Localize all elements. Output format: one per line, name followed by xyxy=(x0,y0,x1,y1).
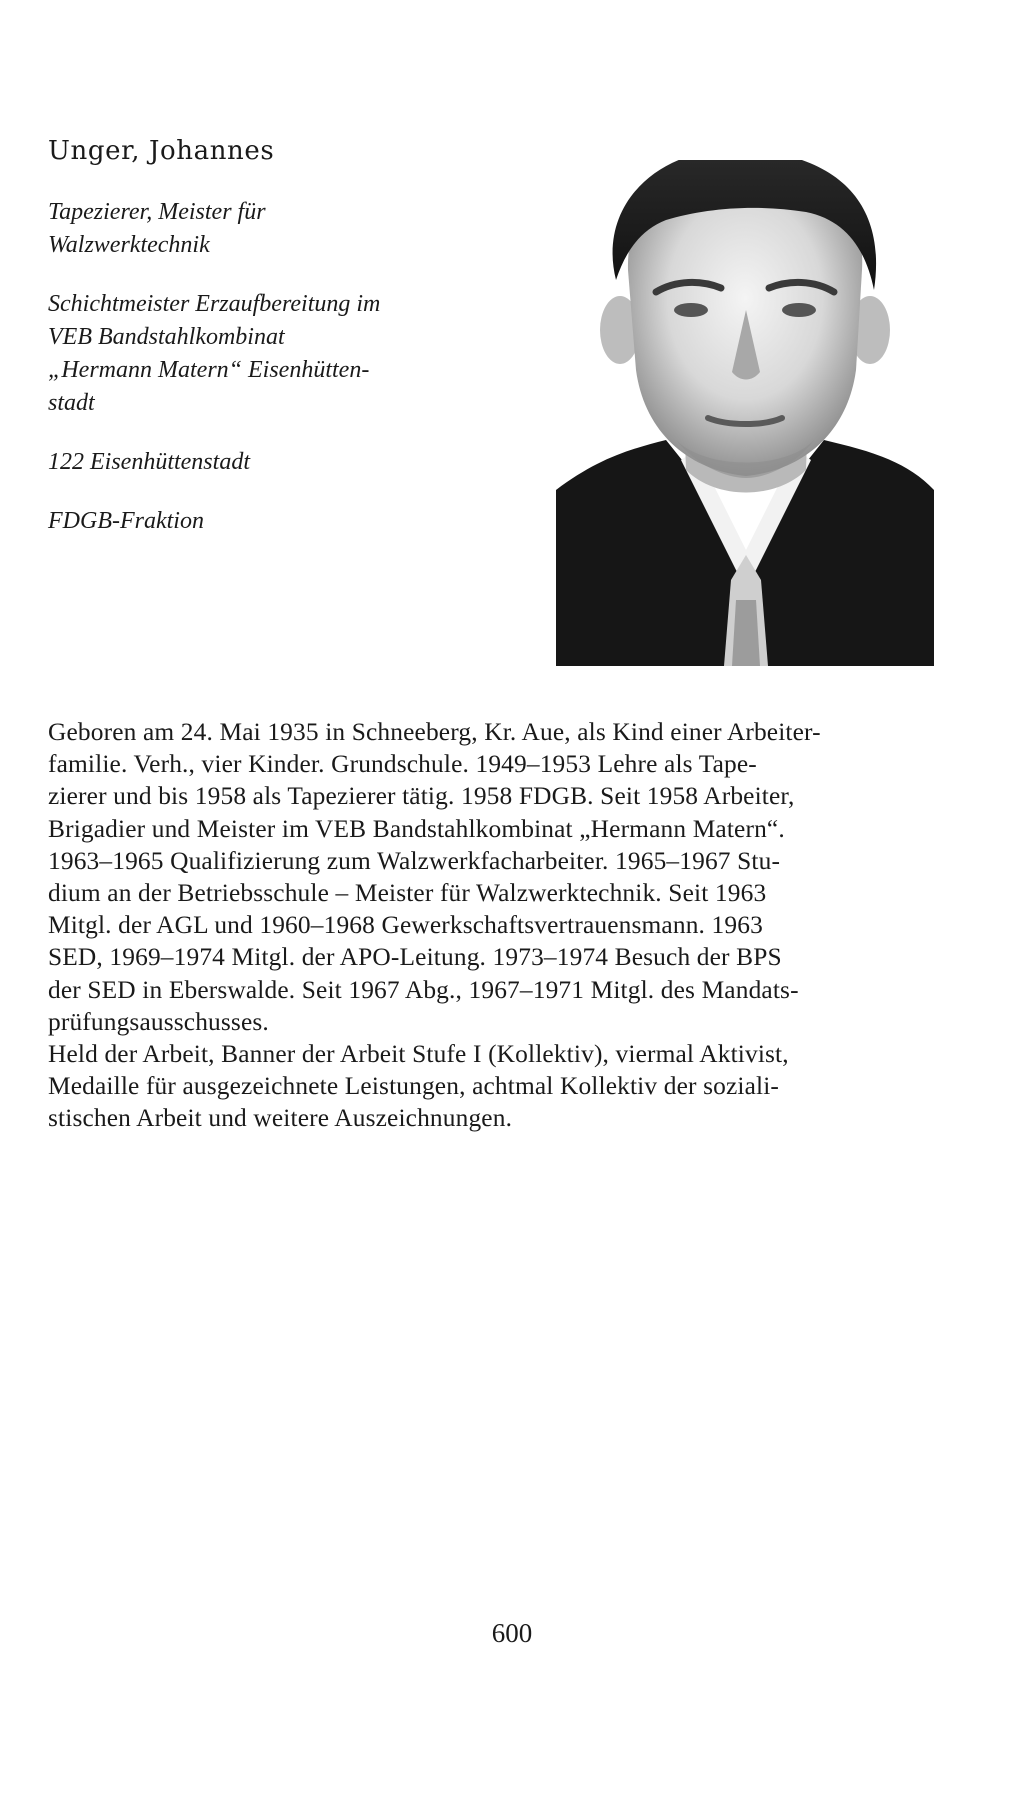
portrait-photo xyxy=(556,160,934,666)
page-number: 600 xyxy=(491,1618,533,1648)
address: 122 Eisenhüttenstadt xyxy=(48,449,250,475)
biography-paragraph: Geboren am 24. Mai 1935 in Schneeberg, Kr. Aue, als Kind einer Arbeiter- familie. Verh., vier Kinder. Grundschule. 1949–1953 Lehre als Tape- zierer und bis 1958 als Tapezierer tätig. 1958 FDGB. Seit 1958 Arbeiter, Brigadier und Meister im VEB Bandstahlkombinat „Hermann Matern“. 1963–1965 Qualifizierung zum Walzwerkfacharbeiter. 1965–1967 Stu- dium an der Betriebsschule – Meister für Walzwerktechnik. Seit 1963 Mitgl. der AGL und 1960–1968 Gewerkschaftsvertrauensmann. 1963 SED, 1969–1974 Mitgl. der APO-Leitung. 1973–1974 Besuch der BPS der SED in Eberswalde. Seit 1967 Abg., 1967–1971 Mitgl. des Mandats- prüfungsausschusses. xyxy=(48,718,821,1036)
biography xyxy=(48,716,928,1135)
parliamentary-faction: FDGB-Fraktion xyxy=(48,508,204,534)
biography-paragraph: Held der Arbeit, Banner der Arbeit Stufe I (Kollektiv), viermal Aktivist, Medaille für ausgezeichnete Leistungen, achtmal Kollektiv der soziali- stischen Arbeit und weitere Auszeichnungen. xyxy=(48,1040,789,1133)
portrait-illustration xyxy=(556,160,934,666)
profession: Tapezierer, Meister für Walzwerktechnik xyxy=(48,199,266,258)
person-details xyxy=(48,196,468,563)
person-name: Unger, Johannes xyxy=(48,136,275,166)
workplace-position: Schichtmeister Erzaufbereitung im VEB Bandstahlkombinat „Hermann Matern“ Eisenhütten- stadt xyxy=(48,291,381,416)
